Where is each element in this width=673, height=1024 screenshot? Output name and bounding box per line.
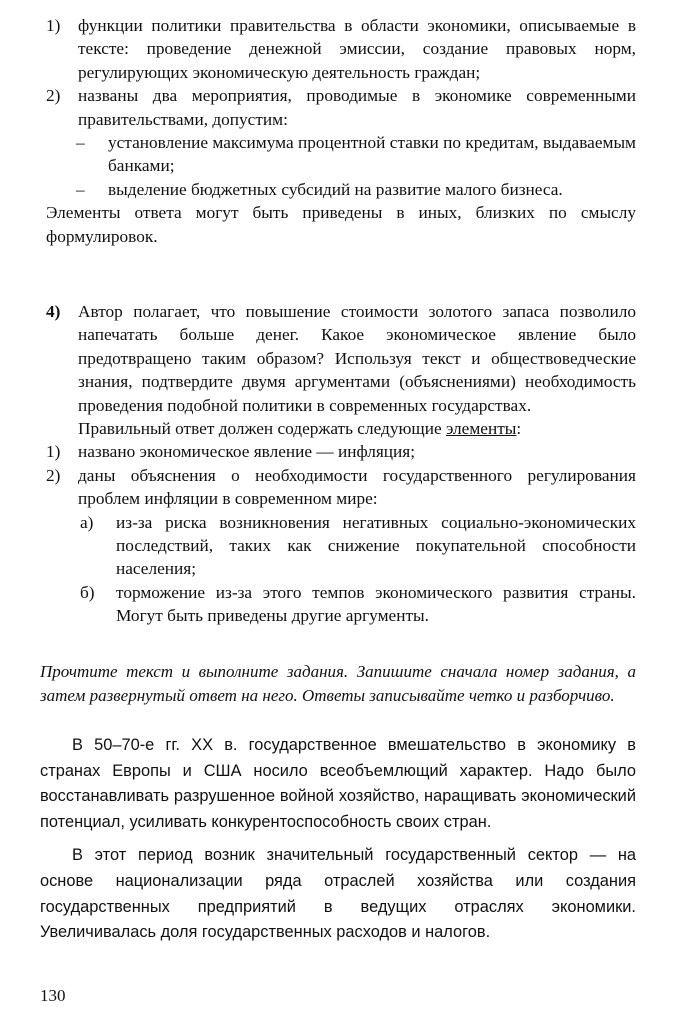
source-paragraph: В этот период возник значительный государственный сектор — на основе национализации ряда отраслей хозяйства или создания государственных предприятий в ведущих отраслях экономики. Увеличивалась доля государственных расходов и налогов. [40, 846, 636, 942]
page-number: 130 [40, 986, 66, 1005]
task-question [46, 300, 636, 417]
item-marker: 1) [46, 442, 61, 462]
item-text: названо экономическое явление — инфляция; [78, 442, 416, 462]
sub-item-marker: а) [80, 512, 94, 532]
source-text [40, 733, 636, 946]
item-text: даны объяснения о необходимости государственного регулирования проблем инфляции в современном мире: [78, 465, 636, 509]
dash-item [46, 131, 636, 178]
dash-marker: – [76, 133, 85, 153]
list-item [46, 84, 636, 131]
answer-intro-colon: : [516, 419, 522, 439]
answer-intro-underlined: элементы [445, 419, 517, 439]
list-item [46, 464, 636, 511]
list-item [46, 440, 636, 463]
answer-intro [46, 417, 636, 440]
item-text: названы два мероприятия, проводимые в экономике современными правительствами, допустим: [78, 86, 636, 129]
list-item [46, 14, 636, 84]
dash-marker: – [76, 179, 85, 199]
item-marker: 2) [46, 465, 61, 485]
answer-intro-text: Правильный ответ должен содержать следующие [78, 419, 442, 439]
item-marker: 2) [46, 86, 61, 106]
sub-item-marker: б) [80, 582, 95, 602]
dash-item [46, 178, 636, 201]
task-4-block [46, 300, 636, 628]
item-text: функции политики правительства в области экономики, описываемые в тексте: проведение денежной эмиссии, создание правовых норм, регулирующих экономическую деятельность граждан; [78, 16, 636, 82]
task-number: 4) [46, 302, 61, 321]
item-text: установление максимума процентной ставки по кредитам, выдаваемым банками; [108, 133, 636, 176]
sub-item [46, 511, 636, 581]
question-text: Автор полагает, что повышение стоимости золотого запаса позволило напечатать больше денег. Какое экономическое явление было предотвращено таким образом? Используя текст и обществоведческие знания, подтвердите двумя аргументами (объяснениями) необходимость проведения подобной политики в современных государствах. [78, 302, 636, 415]
answer-note: Элементы ответа могут быть приведены в иных, близких по смыслу формулировок. [46, 203, 636, 246]
item-text: выделение бюджетных субсидий на развитие малого бизнеса. [108, 179, 563, 199]
item-marker: 1) [46, 16, 61, 35]
item-text: из-за риска возникновения негативных социально-экономических последствий, таких как снижение покупательной способности населения; [116, 512, 636, 579]
sub-item [46, 581, 636, 628]
source-paragraph: В 50–70-е гг. XX в. государственное вмешательство в экономику в странах Европы и США носило всеобъемлющий характер. Надо было восстанавливать разрушенное войной хозяйство, наращивать экономический потенциал, усиливать конкурентоспособность своих стран. [40, 736, 636, 831]
item-text: торможение из-за этого темпов экономического развития страны. Могут быть приведены другие аргументы. [116, 582, 636, 626]
instruction-text: Прочтите текст и выполните задания. Запишите сначала номер задания, а затем развернутый ответ на него. Ответы записывайте четко и разборчиво. [40, 662, 636, 705]
answer-3-block [46, 14, 636, 248]
